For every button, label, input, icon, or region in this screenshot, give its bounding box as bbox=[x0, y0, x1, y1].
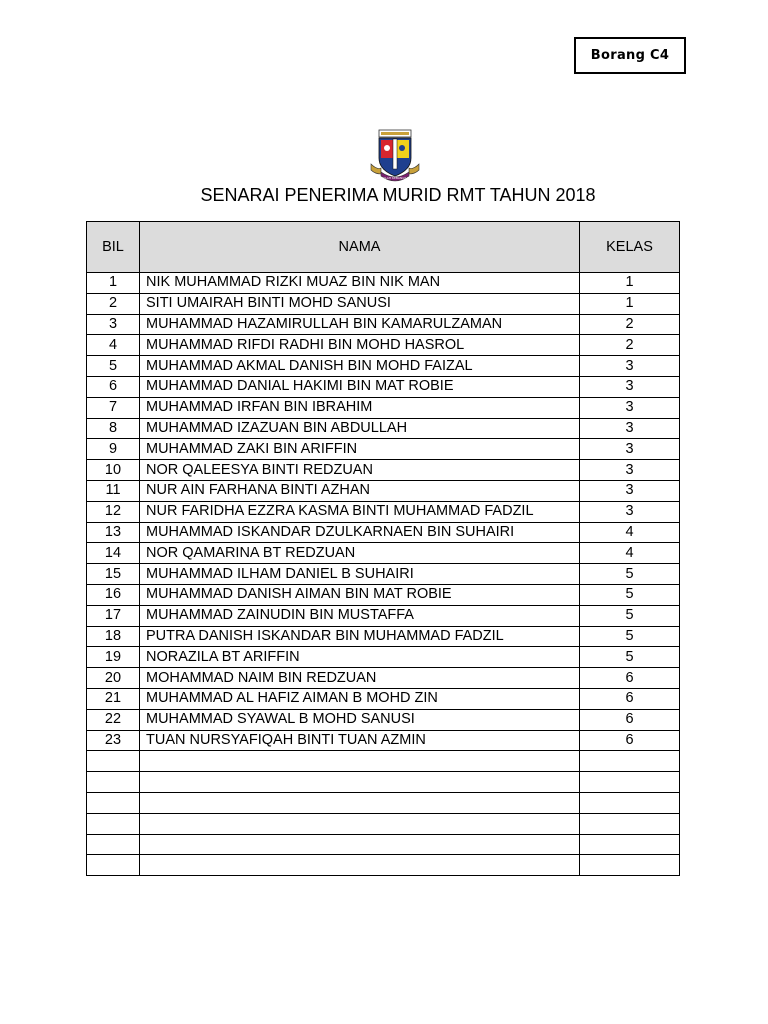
row-bil: 7 bbox=[87, 397, 140, 418]
table-row bbox=[87, 813, 680, 834]
table-row bbox=[87, 855, 680, 876]
table-row bbox=[87, 772, 680, 793]
row-kelas: 3 bbox=[580, 480, 680, 501]
row-nama bbox=[140, 792, 580, 813]
row-kelas bbox=[580, 792, 680, 813]
table-row bbox=[87, 501, 680, 522]
table-row bbox=[87, 439, 680, 460]
table-row bbox=[87, 751, 680, 772]
row-bil: 3 bbox=[87, 314, 140, 335]
row-kelas bbox=[580, 772, 680, 793]
page-title: SENARAI PENERIMA MURID RMT TAHUN 2018 bbox=[200, 185, 596, 205]
row-kelas bbox=[580, 834, 680, 855]
row-bil: 8 bbox=[87, 418, 140, 439]
school-crest-icon bbox=[367, 128, 423, 184]
row-bil: 4 bbox=[87, 335, 140, 356]
crest-motto: SEKOLAH KEBANGSAAN bbox=[377, 176, 413, 180]
row-kelas: 4 bbox=[580, 543, 680, 564]
row-nama: MUHAMMAD DANIAL HAKIMI BIN MAT ROBIE bbox=[140, 376, 580, 397]
table-row bbox=[87, 356, 680, 377]
row-kelas: 5 bbox=[580, 626, 680, 647]
row-nama: MOHAMMAD NAIM BIN REDZUAN bbox=[140, 668, 580, 689]
row-kelas: 6 bbox=[580, 730, 680, 751]
row-bil: 19 bbox=[87, 647, 140, 668]
row-nama: MUHAMMAD SYAWAL B MOHD SANUSI bbox=[140, 709, 580, 730]
row-kelas: 5 bbox=[580, 605, 680, 626]
row-bil: 5 bbox=[87, 356, 140, 377]
row-nama: MUHAMMAD RIFDI RADHI BIN MOHD HASROL bbox=[140, 335, 580, 356]
row-bil: 17 bbox=[87, 605, 140, 626]
row-kelas: 5 bbox=[580, 647, 680, 668]
table-row bbox=[87, 709, 680, 730]
row-bil: 14 bbox=[87, 543, 140, 564]
row-nama bbox=[140, 772, 580, 793]
row-bil bbox=[87, 855, 140, 876]
table-row bbox=[87, 605, 680, 626]
table-row bbox=[87, 564, 680, 585]
row-bil: 22 bbox=[87, 709, 140, 730]
row-bil bbox=[87, 834, 140, 855]
table-header-row bbox=[87, 222, 680, 273]
row-bil bbox=[87, 792, 140, 813]
table-row bbox=[87, 293, 680, 314]
row-kelas bbox=[580, 813, 680, 834]
row-nama: MUHAMMAD ILHAM DANIEL B SUHAIRI bbox=[140, 564, 580, 585]
row-kelas: 3 bbox=[580, 376, 680, 397]
row-kelas: 3 bbox=[580, 356, 680, 377]
header-kelas: KELAS bbox=[580, 222, 680, 273]
row-nama: NUR FARIDHA EZZRA KASMA BINTI MUHAMMAD FADZIL bbox=[140, 501, 580, 522]
table-row bbox=[87, 668, 680, 689]
row-bil: 21 bbox=[87, 688, 140, 709]
row-nama bbox=[140, 834, 580, 855]
row-kelas: 4 bbox=[580, 522, 680, 543]
row-nama: TUAN NURSYAFIQAH BINTI TUAN AZMIN bbox=[140, 730, 580, 751]
table-row bbox=[87, 543, 680, 564]
row-kelas bbox=[580, 855, 680, 876]
row-bil: 12 bbox=[87, 501, 140, 522]
table-row bbox=[87, 376, 680, 397]
row-bil: 16 bbox=[87, 584, 140, 605]
table-row bbox=[87, 626, 680, 647]
table-row bbox=[87, 584, 680, 605]
header-bil: BIL bbox=[87, 222, 140, 273]
row-nama: MUHAMMAD ISKANDAR DZULKARNAEN BIN SUHAIRI bbox=[140, 522, 580, 543]
row-bil bbox=[87, 772, 140, 793]
header-nama: NAMA bbox=[140, 222, 580, 273]
recipient-table bbox=[86, 221, 680, 876]
row-nama: NUR AIN FARHANA BINTI AZHAN bbox=[140, 480, 580, 501]
row-kelas: 6 bbox=[580, 709, 680, 730]
table-row bbox=[87, 792, 680, 813]
row-nama: MUHAMMAD ZAINUDIN BIN MUSTAFFA bbox=[140, 605, 580, 626]
row-bil: 13 bbox=[87, 522, 140, 543]
row-kelas: 3 bbox=[580, 460, 680, 481]
table-body bbox=[87, 273, 680, 876]
row-bil: 15 bbox=[87, 564, 140, 585]
row-bil: 2 bbox=[87, 293, 140, 314]
row-nama: NIK MUHAMMAD RIZKI MUAZ BIN NIK MAN bbox=[140, 273, 580, 294]
row-kelas: 3 bbox=[580, 397, 680, 418]
row-nama: SITI UMAIRAH BINTI MOHD SANUSI bbox=[140, 293, 580, 314]
row-nama: MUHAMMAD DANISH AIMAN BIN MAT ROBIE bbox=[140, 584, 580, 605]
table-row bbox=[87, 314, 680, 335]
row-nama bbox=[140, 855, 580, 876]
row-bil: 1 bbox=[87, 273, 140, 294]
row-bil bbox=[87, 751, 140, 772]
table-row bbox=[87, 418, 680, 439]
row-nama: MUHAMMAD AKMAL DANISH BIN MOHD FAIZAL bbox=[140, 356, 580, 377]
row-bil: 18 bbox=[87, 626, 140, 647]
row-kelas: 6 bbox=[580, 688, 680, 709]
row-nama: MUHAMMAD HAZAMIRULLAH BIN KAMARULZAMAN bbox=[140, 314, 580, 335]
row-kelas: 6 bbox=[580, 668, 680, 689]
table-row bbox=[87, 460, 680, 481]
row-nama bbox=[140, 751, 580, 772]
row-nama: NOR QAMARINA BT REDZUAN bbox=[140, 543, 580, 564]
row-nama: MUHAMMAD IZAZUAN BIN ABDULLAH bbox=[140, 418, 580, 439]
row-nama: PUTRA DANISH ISKANDAR BIN MUHAMMAD FADZIL bbox=[140, 626, 580, 647]
row-kelas: 1 bbox=[580, 273, 680, 294]
row-nama: MUHAMMAD ZAKI BIN ARIFFIN bbox=[140, 439, 580, 460]
table-row bbox=[87, 335, 680, 356]
row-kelas: 3 bbox=[580, 439, 680, 460]
row-kelas: 5 bbox=[580, 564, 680, 585]
row-kelas: 1 bbox=[580, 293, 680, 314]
row-nama: NOR QALEESYA BINTI REDZUAN bbox=[140, 460, 580, 481]
table-row bbox=[87, 647, 680, 668]
table-row bbox=[87, 397, 680, 418]
row-kelas: 5 bbox=[580, 584, 680, 605]
row-kelas: 2 bbox=[580, 314, 680, 335]
row-bil: 23 bbox=[87, 730, 140, 751]
table-row bbox=[87, 480, 680, 501]
row-nama: MUHAMMAD AL HAFIZ AIMAN B MOHD ZIN bbox=[140, 688, 580, 709]
table-row bbox=[87, 834, 680, 855]
row-kelas: 3 bbox=[580, 418, 680, 439]
row-kelas: 3 bbox=[580, 501, 680, 522]
row-nama bbox=[140, 813, 580, 834]
row-bil: 10 bbox=[87, 460, 140, 481]
row-bil: 9 bbox=[87, 439, 140, 460]
row-bil: 20 bbox=[87, 668, 140, 689]
table-row bbox=[87, 688, 680, 709]
row-nama: MUHAMMAD IRFAN BIN IBRAHIM bbox=[140, 397, 580, 418]
row-kelas bbox=[580, 751, 680, 772]
row-nama: NORAZILA BT ARIFFIN bbox=[140, 647, 580, 668]
form-label: Borang C4 bbox=[590, 48, 670, 63]
table-row bbox=[87, 730, 680, 751]
row-bil: 11 bbox=[87, 480, 140, 501]
table-row bbox=[87, 273, 680, 294]
form-label-box bbox=[574, 37, 686, 74]
row-bil: 6 bbox=[87, 376, 140, 397]
row-kelas: 2 bbox=[580, 335, 680, 356]
row-bil bbox=[87, 813, 140, 834]
table-row bbox=[87, 522, 680, 543]
